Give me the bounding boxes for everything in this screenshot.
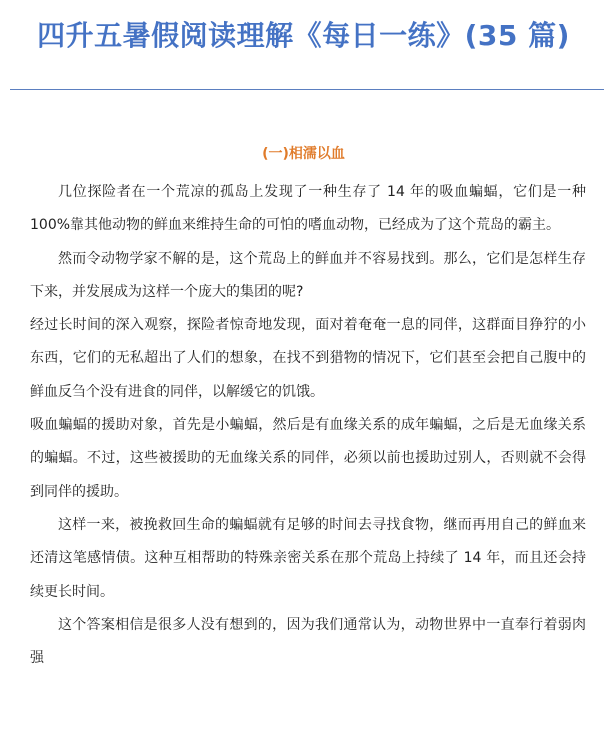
paragraph: 这样一来，被挽救回生命的蝙蝠就有足够的时间去寻找食物，继而再用自己的鲜血来还清这笔感情债。这种互相帮助的特殊亲密关系在那个荒岛上持续了 14 年，而且还会持续更长时间。: [30, 516, 586, 600]
document-title: 四升五暑假阅读理解《每日一练》(35 篇): [37, 19, 570, 52]
paragraph: 几位探险者在一个荒凉的孤岛上发现了一种生存了 14 年的吸血蝙蝠，它们是一种100%靠其他动物的鲜血来维持生命的可怕的嗜血动物，已经成为了这个荒岛的霸主。: [30, 184, 586, 234]
article-body: [30, 176, 586, 675]
paragraph: 吸血蝙蝠的援助对象，首先是小蝙蝠，然后是有血缘关系的成年蝙蝠，之后是无血缘关系的蝙蝠。不过，这些被援助的无血缘关系的同伴，必须以前也援助过别人，否则就不会得到同伴的援助。: [30, 417, 586, 500]
paragraph: 然而令动物学家不解的是，这个荒岛上的鲜血并不容易找到。那么，它们是怎样生存下来，并发展成为这样一个庞大的集团的呢?: [30, 250, 586, 300]
paragraph: 经过长时间的深入观察，探险者惊奇地发现，面对着奄奄一息的同伴，这群面目狰狞的小东西，它们的无私超出了人们的想象，在找不到猎物的情况下，它们甚至会把自己腹中的鲜血反刍个没有进食的同伴，以解缓它的饥饿。: [30, 317, 586, 400]
section-heading: (一)相濡以血: [262, 146, 345, 162]
paragraph: 这个答案相信是很多人没有想到的，因为我们通常认为，动物世界中一直奉行着弱肉强: [30, 616, 586, 667]
title-divider: [10, 89, 604, 90]
